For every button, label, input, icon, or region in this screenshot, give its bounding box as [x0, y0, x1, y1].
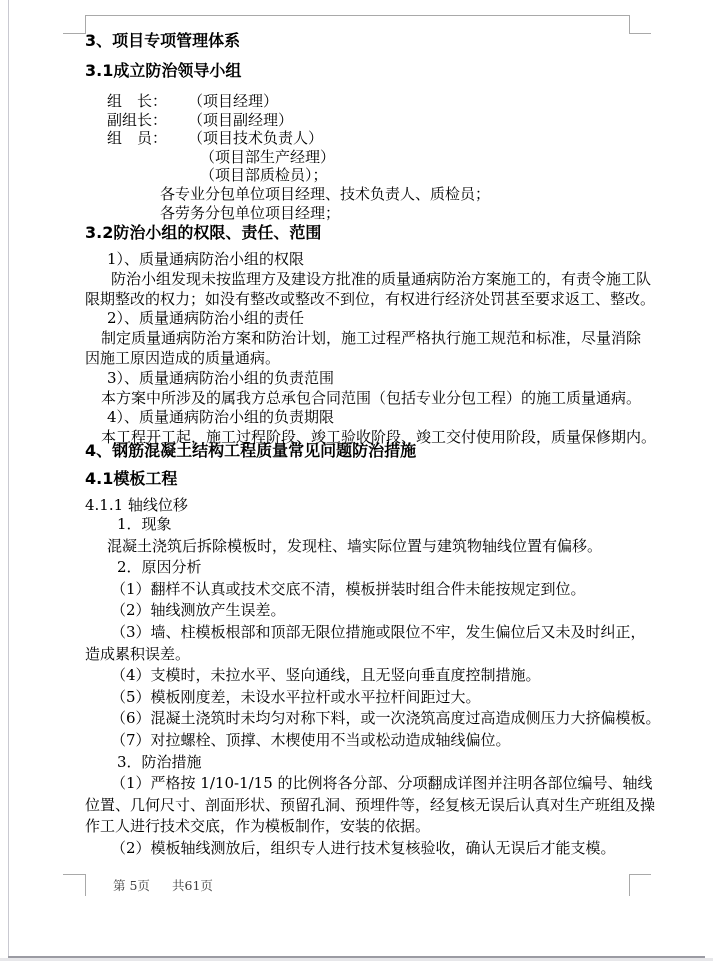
text-line: （5）模板刚度差，未设水平拉杆或水平拉杆间距过大。 [111, 687, 481, 706]
text-line: 3．防治措施 [117, 752, 202, 771]
text-line: 限期整改的权力；如没有整改或整改不到位，有权进行经济处罚甚至要求返工、整改。 [85, 289, 656, 308]
text-line: （1）翻样不认真或技术交底不清，模板拼装时组合件未能按规定到位。 [111, 579, 586, 598]
roster-role-value: （项目经理） [188, 92, 279, 110]
margin-crop-mark-top-left-h [63, 33, 85, 34]
text-boundary-top [86, 15, 629, 16]
text-line [107, 111, 641, 130]
text-line: 1）、质量通病防治小组的权限 [107, 250, 305, 268]
roster-role-value: （项目副经理） [188, 110, 294, 129]
text-line: （4）支模时，未拉水平、竖向通线，且无竖向垂直度控制措施。 [111, 666, 541, 685]
text-line: 防治小组发现未按监理方及建设方批准的质量通病防治方案施工的，有责令施工队 [111, 269, 652, 288]
text-line: （2）模板轴线测放后，组织专人进行技术复核验收，确认无误后才能支模。 [111, 838, 616, 857]
page-left-edge [8, 0, 9, 957]
total-pages-label: 共61页 [172, 878, 213, 893]
section-heading: 3.1成立防治领导小组 [85, 61, 242, 80]
section-heading: 4、钢筋混凝土结构工程质量常见问题防治措施 [85, 441, 417, 460]
text-line: 本工程开工起，施工过程阶段、竣工验收阶段、竣工交付使用阶段，质量保修期内。 [101, 428, 657, 447]
section-heading: 3、项目专项管理体系 [85, 31, 241, 50]
page-footer [0, 876, 713, 892]
text-line: （3）墙、柱模板根部和顶部无限位措施或限位不牢，发生偏位后又未及时纠正， [111, 622, 646, 641]
roster-role-label: 副组长： [107, 110, 168, 129]
text-line: 3）、质量通病防治小组的负责范围 [107, 368, 335, 387]
text-line: 混凝土浇筑后拆除模板时，发现柱、墙实际位置与建筑物轴线位置有偏移。 [107, 536, 603, 555]
text-line: 各专业分包单位项目经理、技术负责人、质检员； [160, 184, 491, 203]
text-line: 2）、质量通病防治小组的责任 [107, 309, 305, 328]
text-line: 制定质量通病防治方案和防治计划，施工过程严格执行施工规范和标准，尽量消除 [101, 329, 642, 348]
text-line: （1）严格按 1/10-1/15 的比例将各分部、分项翻成详图并注明各部位编号、轴线 [111, 774, 653, 793]
text-line: 位置、几何尺寸、剖面形状、预留孔洞、预埋件等，经复核无误后认真对生产班组及操 [85, 795, 656, 814]
section-heading: 3.2防治小组的权限、责任、范围 [85, 223, 322, 242]
roster-role-label: 组 员： [107, 129, 168, 148]
text-line [107, 92, 641, 111]
section-3-2-duties [85, 222, 657, 448]
section-heading: 4.1模板工程 [85, 469, 178, 488]
text-line: 4）、质量通病防治小组的负责期限 [107, 408, 335, 427]
text-line: （6）混凝土浇筑时未均匀对称下料，或一次浇筑高度过高造成侧压力大挤偏模板。 [111, 709, 661, 728]
section-heading: 4.1.1 轴线位移 [85, 496, 188, 514]
page-number-label: 第 5页 [113, 878, 150, 893]
text-line: 本方案中所涉及的属我方总承包合同范围（包括专业分包工程）的施工质量通病。 [101, 388, 642, 407]
text-line: 作工人进行技术交底，作为模板制作，安装的依据。 [85, 817, 431, 836]
text-line: （2）轴线测放产生误差。 [111, 601, 286, 620]
text-line: 1．现象 [117, 515, 172, 533]
section-3-leadership [85, 30, 641, 222]
text-line: 因施工原因造成的质量通病。 [85, 348, 281, 367]
text-line: 造成累积误差。 [85, 644, 191, 663]
margin-crop-mark-bottom-left-h [63, 874, 85, 875]
text-line: 各劳务分包单位项目经理； [160, 203, 341, 222]
text-line: 2．原因分析 [117, 558, 202, 577]
roster-role-value: （项目技术负责人） [188, 129, 324, 148]
text-line [107, 129, 641, 148]
text-line: （7）对拉螺栓、顶撑、木楔使用不当或松动造成轴线偏位。 [111, 730, 511, 749]
roster-role-label: 组 长： [107, 92, 168, 110]
text-line: （项目部质检员）； [200, 166, 328, 185]
margin-crop-mark-bottom-right-h [629, 874, 651, 875]
section-4-1-1-body [85, 514, 661, 860]
text-line: （项目部生产经理） [200, 147, 336, 166]
section-4-headings [85, 440, 641, 514]
